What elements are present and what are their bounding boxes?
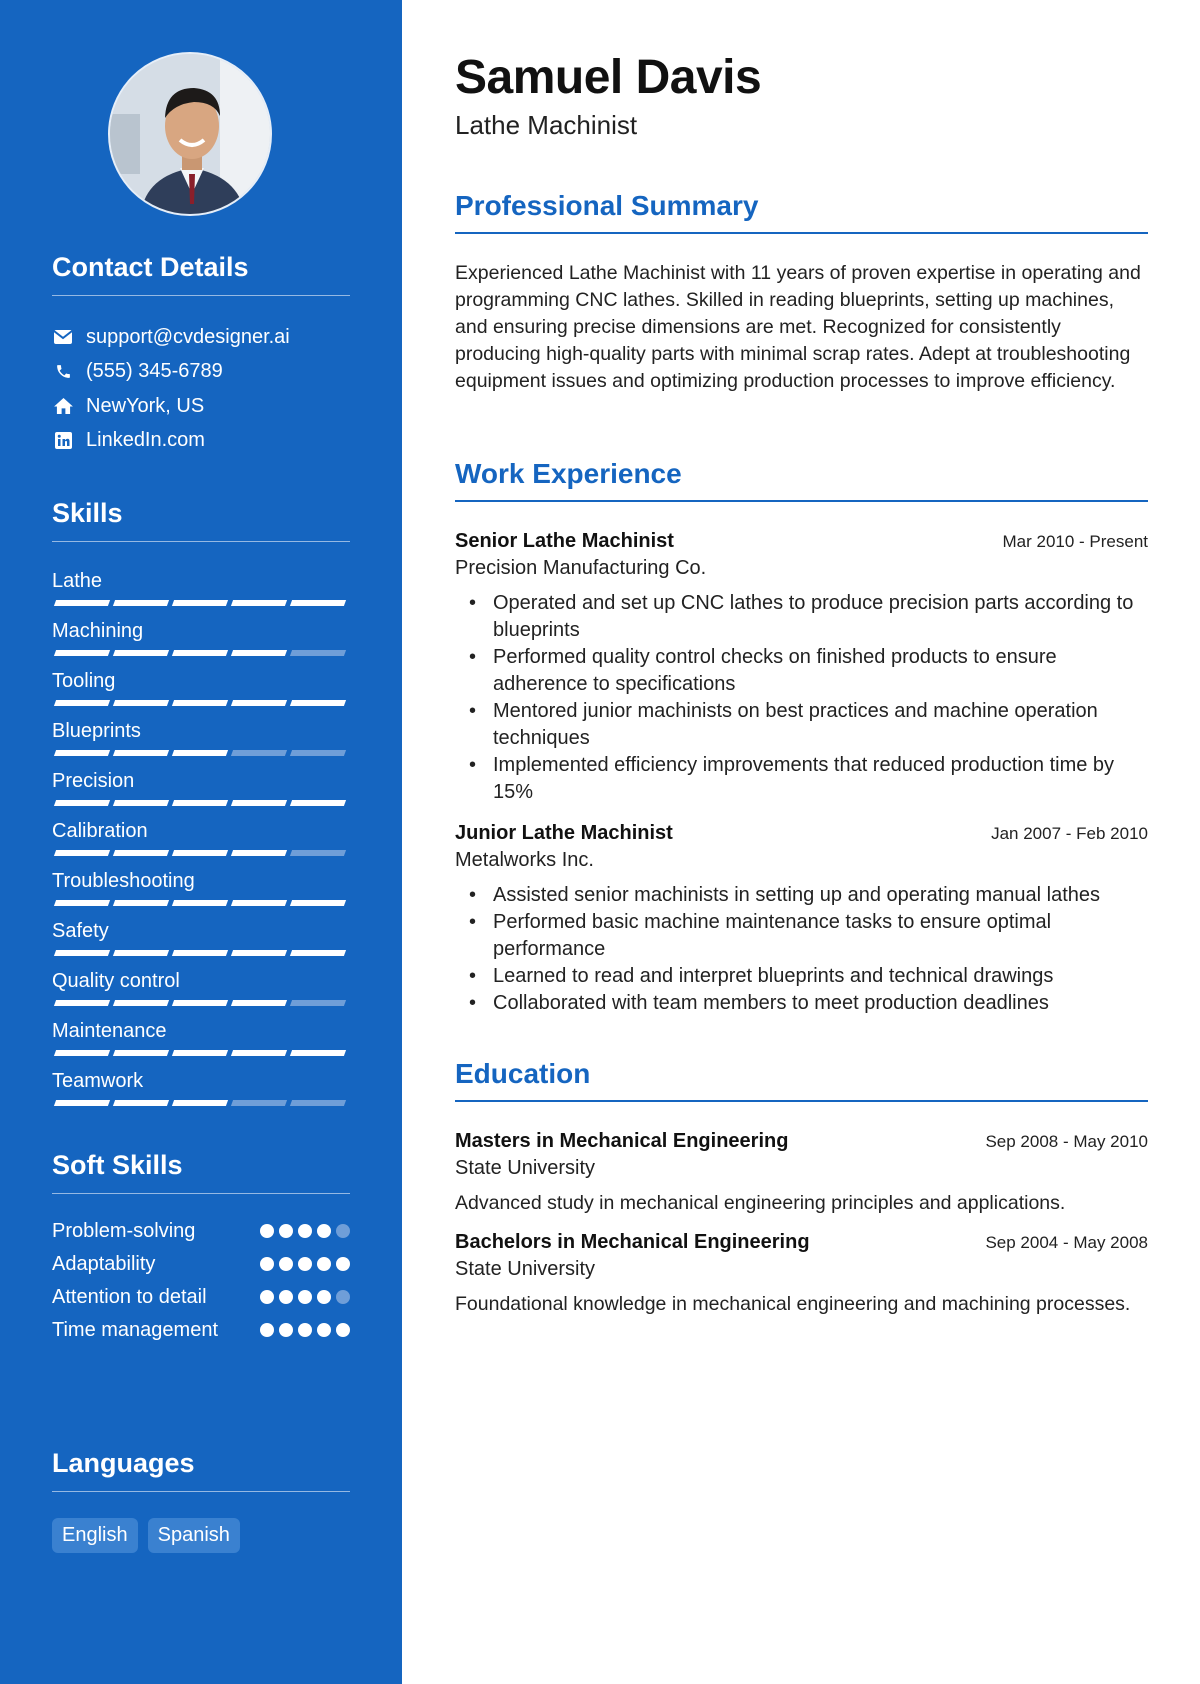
list-item: • Collaborated with team members to meet production deadlines bbox=[455, 990, 1148, 1017]
skill-name: Machining bbox=[52, 620, 144, 642]
skill-level-segment bbox=[54, 650, 110, 656]
list-item: • Learned to read and interpret blueprints and technical drawings bbox=[455, 963, 1148, 990]
skill-level-segment bbox=[172, 650, 228, 656]
skill-level-segment bbox=[172, 1050, 228, 1056]
skill-level-segment bbox=[113, 700, 169, 706]
skill-level-bar bbox=[55, 600, 345, 606]
skill-level-segment bbox=[54, 600, 110, 606]
skill-level-segment bbox=[113, 650, 169, 656]
skill-level-segment bbox=[231, 750, 287, 756]
skill-level-bar bbox=[55, 800, 345, 806]
skill-row bbox=[52, 970, 350, 1020]
list-item: • Implemented efficiency improvements that reduced production time by 15% bbox=[455, 752, 1148, 806]
languages-section bbox=[52, 1448, 350, 1553]
skill-level-segment bbox=[231, 700, 287, 706]
rating-dot bbox=[336, 1323, 350, 1337]
education-section bbox=[455, 1058, 1148, 1318]
skill-name: Teamwork bbox=[52, 1070, 144, 1092]
rating-dot bbox=[260, 1257, 274, 1271]
rating-dot bbox=[279, 1224, 293, 1238]
skill-level-bar bbox=[55, 1000, 345, 1006]
education-entry bbox=[455, 1130, 1148, 1217]
skill-level-segment bbox=[172, 600, 228, 606]
skill-name: Blueprints bbox=[52, 720, 141, 742]
soft-skill-name: Attention to detail bbox=[52, 1286, 207, 1308]
rating-dot bbox=[260, 1224, 274, 1238]
skill-level-bar bbox=[55, 950, 345, 956]
rating-dot bbox=[317, 1257, 331, 1271]
rating-dot bbox=[336, 1224, 350, 1238]
soft-skill-rating bbox=[260, 1284, 350, 1304]
soft-skill-row bbox=[52, 1317, 350, 1344]
skill-row bbox=[52, 570, 350, 620]
skill-level-bar bbox=[55, 650, 345, 656]
list-item: • Performed basic machine maintenance tasks to ensure optimal performance bbox=[455, 909, 1148, 963]
skill-level-segment bbox=[172, 800, 228, 806]
contact-email[interactable] bbox=[52, 320, 350, 355]
education-title: Education bbox=[455, 1058, 1148, 1102]
skill-level-segment bbox=[231, 900, 287, 906]
degree-title: Bachelors in Mechanical Engineering bbox=[455, 1231, 810, 1253]
skill-level-segment bbox=[290, 1100, 346, 1106]
skill-level-segment bbox=[54, 900, 110, 906]
skill-level-segment bbox=[113, 850, 169, 856]
job-date: Mar 2010 - Present bbox=[1002, 532, 1148, 551]
skill-level-segment bbox=[172, 1000, 228, 1006]
job-title: Junior Lathe Machinist bbox=[455, 822, 673, 844]
skill-level-segment bbox=[113, 800, 169, 806]
skill-level-segment bbox=[113, 750, 169, 756]
rating-dot bbox=[279, 1323, 293, 1337]
languages-title: Languages bbox=[52, 1448, 350, 1492]
rating-dot bbox=[260, 1323, 274, 1337]
skill-row bbox=[52, 820, 350, 870]
contact-linkedin-text: LinkedIn.com bbox=[86, 429, 205, 452]
contact-phone[interactable] bbox=[52, 355, 350, 390]
skill-level-segment bbox=[113, 900, 169, 906]
job-company: Precision Manufacturing Co. bbox=[455, 557, 707, 579]
skill-level-segment bbox=[290, 650, 346, 656]
skill-level-segment bbox=[231, 800, 287, 806]
education-date: Sep 2008 - May 2010 bbox=[985, 1132, 1148, 1151]
rating-dot bbox=[279, 1257, 293, 1271]
skill-level-segment bbox=[290, 600, 346, 606]
skill-level-segment bbox=[290, 900, 346, 906]
skill-level-segment bbox=[54, 850, 110, 856]
language-tag: Spanish bbox=[148, 1518, 240, 1553]
rating-dot bbox=[298, 1323, 312, 1337]
avatar bbox=[108, 52, 272, 216]
contact-phone-text: (555) 345-6789 bbox=[86, 360, 223, 383]
skill-name: Tooling bbox=[52, 670, 116, 692]
skill-level-segment bbox=[290, 750, 346, 756]
job-company: Metalworks Inc. bbox=[455, 849, 594, 871]
skill-level-segment bbox=[54, 1050, 110, 1056]
job-entry bbox=[455, 822, 1148, 1017]
skill-level-segment bbox=[172, 750, 228, 756]
skill-row bbox=[52, 770, 350, 820]
skill-row bbox=[52, 920, 350, 970]
soft-skill-name: Problem-solving bbox=[52, 1220, 196, 1242]
skill-level-segment bbox=[231, 1000, 287, 1006]
rating-dot bbox=[317, 1323, 331, 1337]
education-description: Foundational knowledge in mechanical engineering and machining processes. bbox=[455, 1293, 1131, 1315]
summary-text: Experienced Lathe Machinist with 11 years of proven expertise in operating and programming CNC lathes. Skilled in reading blueprints, setting up machines, and ensuring precise dimensions are met. Recognized for consistently producing high-quality parts with minimal scrap rates. Adept at troubleshooting equipment issues and optimizing production processes to improve efficiency. bbox=[455, 262, 1141, 392]
skill-level-bar bbox=[55, 1100, 345, 1106]
skill-name: Troubleshooting bbox=[52, 870, 195, 892]
rating-dot bbox=[336, 1257, 350, 1271]
school-name: State University bbox=[455, 1258, 596, 1280]
skill-level-segment bbox=[231, 950, 287, 956]
skill-level-bar bbox=[55, 850, 345, 856]
skills-section bbox=[52, 498, 350, 1120]
degree-title: Masters in Mechanical Engineering bbox=[455, 1130, 789, 1152]
skill-name: Lathe bbox=[52, 570, 103, 592]
candidate-role: Lathe Machinist bbox=[455, 110, 638, 140]
skills-title: Skills bbox=[52, 498, 350, 542]
skill-level-segment bbox=[172, 1100, 228, 1106]
skill-level-segment bbox=[113, 950, 169, 956]
rating-dot bbox=[336, 1290, 350, 1304]
skill-row bbox=[52, 620, 350, 670]
skill-level-segment bbox=[231, 650, 287, 656]
rating-dot bbox=[298, 1290, 312, 1304]
skill-level-segment bbox=[231, 600, 287, 606]
soft-skill-name: Adaptability bbox=[52, 1253, 156, 1275]
skill-level-bar bbox=[55, 700, 345, 706]
skill-row bbox=[52, 720, 350, 770]
soft-skill-rating bbox=[260, 1218, 350, 1238]
skill-level-segment bbox=[172, 850, 228, 856]
rating-dot bbox=[317, 1224, 331, 1238]
job-bullets bbox=[455, 882, 1148, 1017]
skill-name: Safety bbox=[52, 920, 109, 942]
skill-level-segment bbox=[113, 600, 169, 606]
skill-level-segment bbox=[54, 800, 110, 806]
list-item: • Mentored junior machinists on best practices and machine operation techniques bbox=[455, 698, 1148, 752]
language-tag: English bbox=[52, 1518, 138, 1553]
experience-section bbox=[455, 458, 1148, 1017]
skill-level-segment bbox=[54, 1000, 110, 1006]
contact-title: Contact Details bbox=[52, 252, 350, 296]
skill-level-segment bbox=[113, 1000, 169, 1006]
job-bullets bbox=[455, 590, 1148, 806]
skill-level-bar bbox=[55, 1050, 345, 1056]
skill-level-segment bbox=[290, 950, 346, 956]
job-title: Senior Lathe Machinist bbox=[455, 530, 674, 552]
soft-skill-rating bbox=[260, 1251, 350, 1271]
skill-name: Precision bbox=[52, 770, 135, 792]
soft-skill-row bbox=[52, 1284, 350, 1311]
rating-dot bbox=[298, 1257, 312, 1271]
skill-level-segment bbox=[54, 1100, 110, 1106]
skill-level-segment bbox=[54, 750, 110, 756]
skill-level-segment bbox=[231, 1100, 287, 1106]
soft-skills-title: Soft Skills bbox=[52, 1150, 350, 1194]
skill-name: Calibration bbox=[52, 820, 148, 842]
skill-level-bar bbox=[55, 900, 345, 906]
skill-level-segment bbox=[54, 950, 110, 956]
list-item: • Performed quality control checks on finished products to ensure adherence to specifications bbox=[455, 644, 1148, 698]
summary-section bbox=[455, 190, 1148, 395]
phone-icon bbox=[52, 362, 74, 382]
skill-name: Maintenance bbox=[52, 1020, 167, 1042]
candidate-name: Samuel Davis bbox=[455, 51, 762, 104]
skill-name: Quality control bbox=[52, 970, 180, 992]
education-entry bbox=[455, 1231, 1148, 1318]
profile-photo bbox=[110, 54, 272, 216]
skill-level-segment bbox=[290, 700, 346, 706]
skill-level-segment bbox=[113, 1050, 169, 1056]
job-date: Jan 2007 - Feb 2010 bbox=[991, 824, 1148, 843]
summary-title: Professional Summary bbox=[455, 190, 1148, 234]
sidebar bbox=[0, 0, 402, 1684]
contact-location bbox=[52, 389, 350, 424]
contact-section bbox=[52, 252, 350, 458]
skill-level-segment bbox=[290, 1000, 346, 1006]
rating-dot bbox=[260, 1290, 274, 1304]
rating-dot bbox=[298, 1224, 312, 1238]
contact-email-text: support@cvdesigner.ai bbox=[86, 325, 290, 348]
rating-dot bbox=[317, 1290, 331, 1304]
school-name: State University bbox=[455, 1157, 596, 1179]
home-icon bbox=[52, 396, 74, 416]
skill-level-segment bbox=[113, 1100, 169, 1106]
skill-level-segment bbox=[231, 850, 287, 856]
contact-location-text: NewYork, US bbox=[86, 394, 205, 417]
skill-level-segment bbox=[290, 800, 346, 806]
soft-skill-name: Time management bbox=[52, 1319, 218, 1341]
skill-row bbox=[52, 870, 350, 920]
rating-dot bbox=[279, 1290, 293, 1304]
list-item: • Operated and set up CNC lathes to produce precision parts according to blueprints bbox=[455, 590, 1148, 644]
job-entry bbox=[455, 530, 1148, 806]
skill-level-segment bbox=[172, 950, 228, 956]
linkedin-icon bbox=[52, 431, 74, 451]
skill-level-bar bbox=[55, 750, 345, 756]
contact-linkedin[interactable] bbox=[52, 424, 350, 459]
languages-list bbox=[52, 1518, 350, 1553]
skill-level-segment bbox=[231, 1050, 287, 1056]
skill-row bbox=[52, 1020, 350, 1070]
skill-row bbox=[52, 1070, 350, 1120]
skill-row bbox=[52, 670, 350, 720]
envelope-icon bbox=[52, 327, 74, 347]
skill-level-segment bbox=[54, 700, 110, 706]
skill-level-segment bbox=[172, 900, 228, 906]
soft-skill-row bbox=[52, 1251, 350, 1278]
skill-level-segment bbox=[172, 700, 228, 706]
skill-level-segment bbox=[290, 1050, 346, 1056]
list-item: • Assisted senior machinists in setting up and operating manual lathes bbox=[455, 882, 1148, 909]
skill-level-segment bbox=[290, 850, 346, 856]
soft-skill-row bbox=[52, 1218, 350, 1245]
education-description: Advanced study in mechanical engineering principles and applications. bbox=[455, 1192, 1066, 1214]
soft-skill-rating bbox=[260, 1317, 350, 1337]
soft-skills-section bbox=[52, 1150, 350, 1350]
experience-title: Work Experience bbox=[455, 458, 1148, 502]
education-date: Sep 2004 - May 2008 bbox=[985, 1233, 1148, 1252]
